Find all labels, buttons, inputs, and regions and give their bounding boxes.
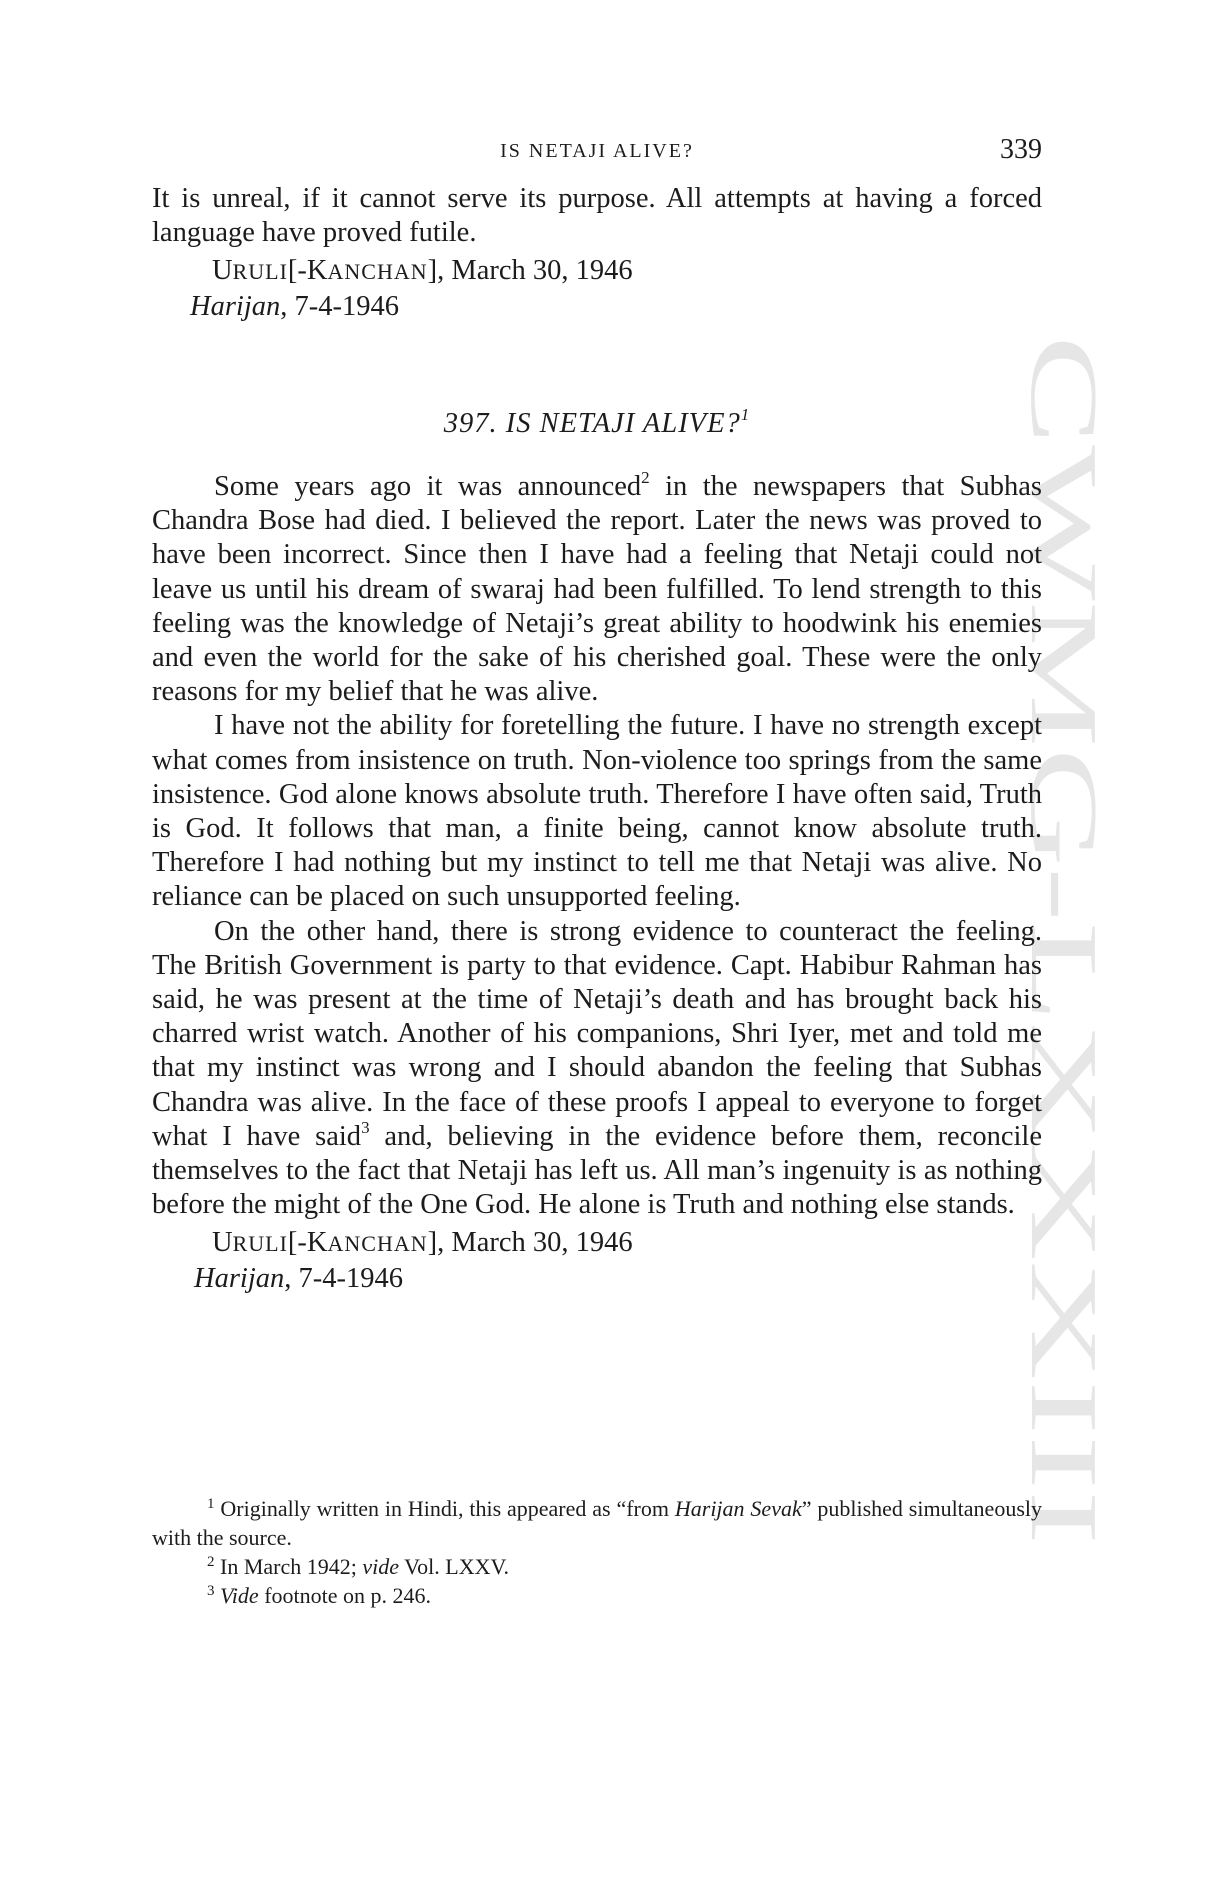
footnote-3: $^3$ Vide footnote on p. 246. (207, 1583, 432, 1608)
previous-article-text: It is unreal, if it cannot serve its purpose. All attempts at having a forced language have proved futile. (152, 183, 1042, 249)
footnote-mark-2: 2 (641, 468, 650, 487)
running-head (152, 134, 1042, 168)
article-source: Harijan, 7-4-1946 (194, 1262, 403, 1294)
footnote-2: $^2$ In March 1942; vide Vol. LXXV. (207, 1554, 510, 1579)
article-body (152, 470, 1042, 1296)
paragraph-2: I have not the ability for foretelling the future. I have no strength except what comes from insistence on truth. Non-violence too springs from the same insistence. God alone knows absolute truth. Therefore I have often said, Truth is God. It follows that man, a finite being, cannot know absolute truth. Therefore I had nothing but my instinct to tell me that Netaji was alive. No reliance can be placed on such unsupported feeling. (152, 710, 1042, 913)
watermark-text: CWMG-LXXXIII (1011, 335, 1110, 1039)
page-number: 339 (1000, 134, 1042, 165)
footnote-mark-3: 3 (361, 1117, 370, 1137)
footnote-1: $^1$ Originally written in Hindi, this appeared as “from Harijan Sevak” published simultaneously with the source. (152, 1496, 1042, 1550)
footnotes (152, 1494, 1042, 1610)
article-title: 397. IS NETAJI ALIVE?$^1$ (443, 405, 751, 439)
paragraph-1: Some years ago it was announced$^2$ in the newspapers that Subhas Chandra Bose had died. I believed the report. Later the news was proved to have been incorrect. Since then I have had a feeling that Netaji could not leave us until his dream of swaraj had been fulfilled. To lend strength to this feeling was the knowledge of Netaji’s great ability to hoodwink his enemies and even the world for the sake of his cherished goal. These were the only reasons for my belief that he was alive. (152, 468, 1042, 708)
previous-article-end (152, 182, 1042, 324)
previous-article-source: Harijan, 7-4-1946 (190, 290, 399, 322)
article-place-date: URULI[-KANCHAN], March 30, 1946 (212, 1227, 633, 1259)
title-footnote-mark: 1 (740, 405, 751, 424)
running-title: IS NETAJI ALIVE? (500, 140, 694, 162)
paragraph-3: On the other hand, there is strong evidence to counteract the feeling. The British Government is party to that evidence. Capt. Habibur Rahman has said, he was present at the time of Netaji’s death and has brought back his charred wrist watch. Another of his companions, Shri Iyer, met and told me that my instinct was wrong and I should abandon the feeling that Subhas Chandra was alive. In the face of these proofs I appeal to everyone to forget what I have said$^3$ and, believing in the evidence before them, reconcile themselves to the fact that Netaji has left us. All man’s ingenuity is as nothing before the might of the One God. He alone is Truth and nothing else stands. (152, 915, 1042, 1221)
previous-article-place-date: URULI[-KANCHAN], March 30, 1946 (212, 255, 633, 287)
